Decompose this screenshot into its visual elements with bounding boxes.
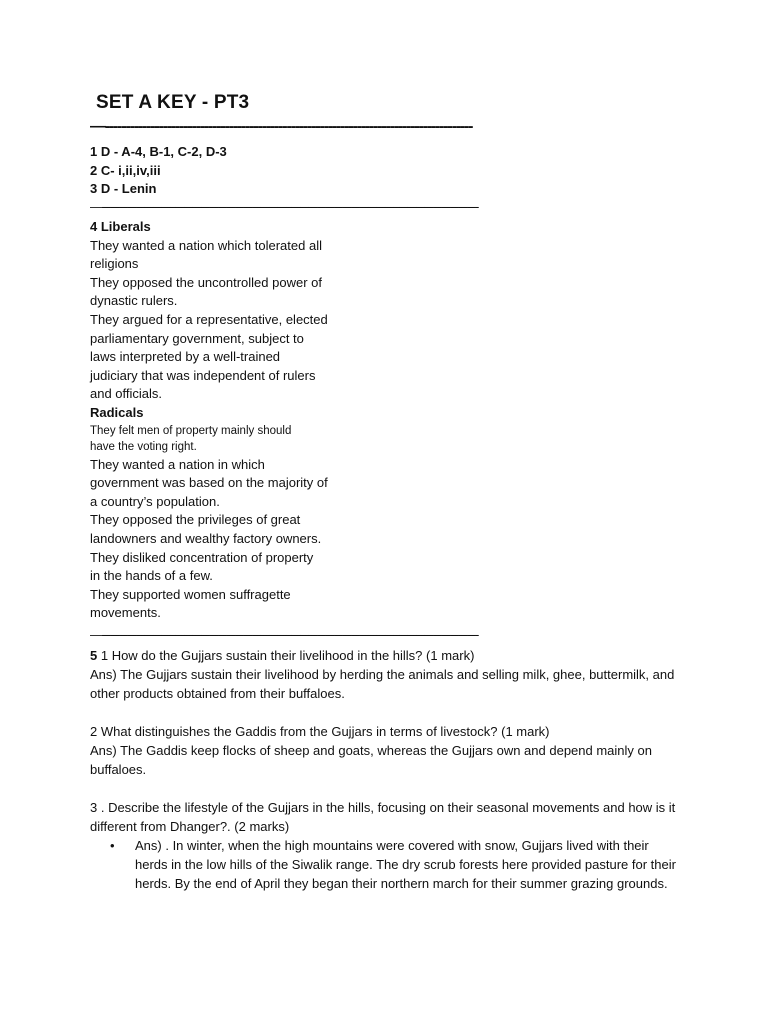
liberals-line: They wanted a nation which tolerated all <box>90 237 322 253</box>
liberals-line: dynastic rulers. <box>90 293 178 309</box>
liberals-line: parliamentary government, subject to <box>90 330 304 346</box>
radicals-line: They wanted a nation in which <box>90 456 265 472</box>
q5-answer-1: Ans) The Gujjars sustain their livelihood by herding the animals and selling milk, ghee, buttermilk, and other products obtained from their buffaloes. <box>90 667 675 701</box>
radicals-line: They opposed the privileges of great <box>90 512 301 528</box>
q5-question-1 <box>90 646 680 665</box>
liberals-line: judiciary that was independent of rulers <box>90 367 316 383</box>
radicals-line: movements. <box>90 605 161 621</box>
spacer <box>90 703 680 722</box>
thin-divider-2: —------------------------------------------------------------------------------------------------------------------------------------- <box>90 627 478 642</box>
liberals-line: They argued for a representative, elected <box>90 311 328 327</box>
spacer <box>90 779 680 798</box>
liberals-line: laws interpreted by a well-trained <box>90 349 281 365</box>
radicals-line: government was based on the majority of <box>90 475 328 491</box>
q5-number: 5 <box>90 648 98 663</box>
thin-divider-1: —------------------------------------------------------------------------------------------------------------------------------------- <box>90 199 478 214</box>
q5-answer-2: Ans) The Gaddis keep flocks of sheep and goats, whereas the Gujjars own and depend mainly on buffaloes. <box>90 743 652 777</box>
radicals-line: landowners and wealthy factory owners. <box>90 530 322 546</box>
q5-question-3: 3 . Describe the lifestyle of the Gujjars in the hills, focusing on their seasonal movements and how is it different from Dhanger?. (2 marks) <box>90 800 676 834</box>
liberals-line: and officials. <box>90 386 163 402</box>
liberals-line: They opposed the uncontrolled power of <box>90 274 322 290</box>
liberals-line: religions <box>90 256 139 272</box>
radicals-small-line: They felt men of property mainly should <box>90 424 292 437</box>
answer-2: 2 C- i,ii,iv,iii <box>90 162 161 178</box>
answer-1: 1 D - A-4, B-1, C-2, D-3 <box>90 144 227 159</box>
q5-question-1-text: 1 How do the Gujjars sustain their livelihood in the hills? (1 mark) <box>97 648 475 663</box>
radicals-small-line: have the voting right. <box>90 441 197 454</box>
answer-3: 3 D - Lenin <box>90 181 157 197</box>
q5-question-2: 2 What distinguishes the Gaddis from the Gujjars in terms of livestock? (1 mark) <box>90 724 550 739</box>
radicals-heading: Radicals <box>90 404 144 420</box>
q5-section <box>90 646 680 893</box>
radicals-line: They disliked concentration of property <box>90 549 314 565</box>
radicals-line: in the hands of a few. <box>90 568 213 584</box>
bullet-icon: • <box>110 838 115 853</box>
list-item <box>110 836 680 893</box>
q5-answer-3: Ans) . In winter, when the high mountains were covered with snow, Gujjars lived with their herds in the low hills of the Siwalik range. The dry scrub forests here provided pasture for their herds. By the end of April they began their northern march for their summer grazing grounds. <box>135 838 676 891</box>
radicals-line: a country’s population. <box>90 493 220 509</box>
liberals-heading: 4 Liberals <box>90 219 151 234</box>
page-title: SET A KEY - PT3 <box>96 92 250 113</box>
radicals-line: They supported women suffragette <box>90 586 291 602</box>
q4-section <box>90 218 328 623</box>
mcq-answers <box>90 143 227 199</box>
bold-divider: —----------------------------------------------------------------------------------------- <box>90 118 473 135</box>
q5-answer-3-list <box>90 836 680 893</box>
